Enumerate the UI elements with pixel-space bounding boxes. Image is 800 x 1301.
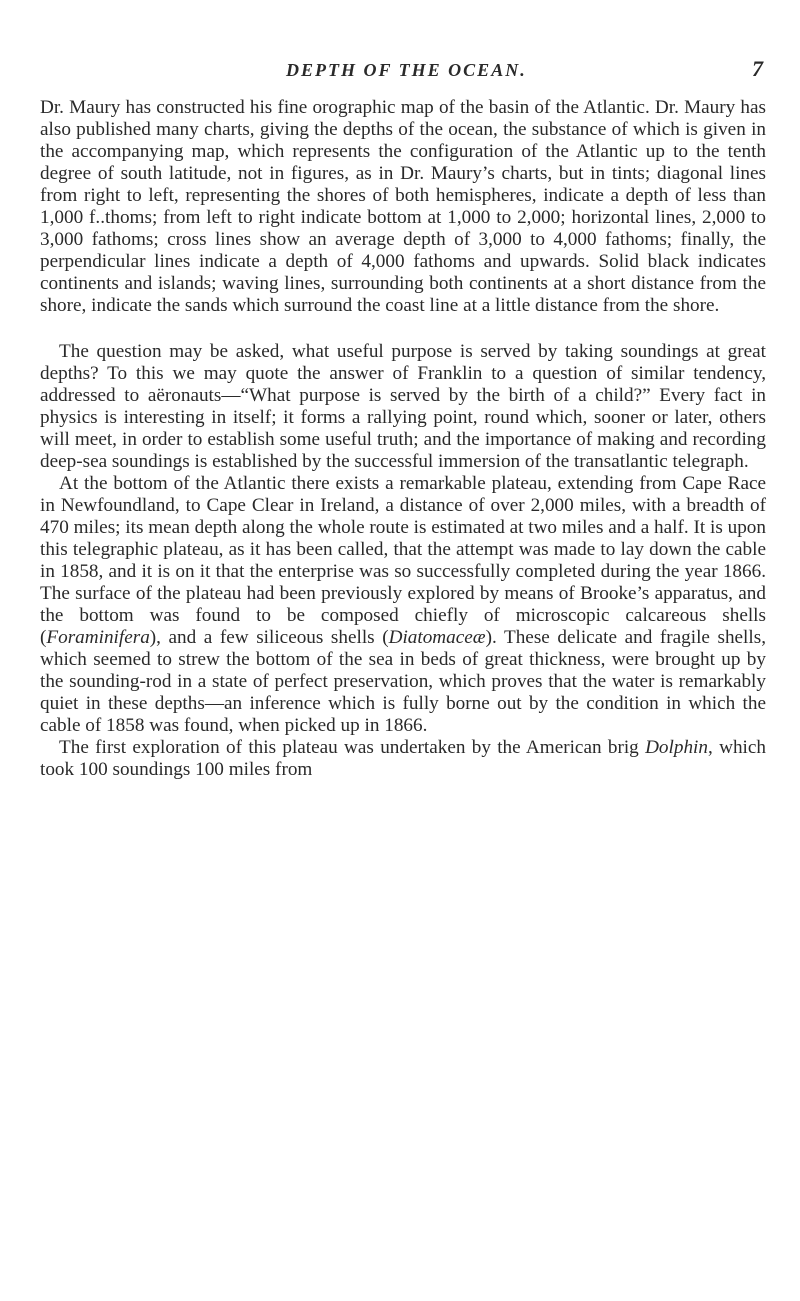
text-run: ). These delicate and fragile shells, which seemed to strew the bottom of the sea in beds of great thickness, were brought up by the sounding-rod in a state of perfect preservation, which proves that the water is remarkably quiet in these depths—an inference which is fully borne out by the condition in which the cable of 1858 was found, when picked up in 1866. bbox=[40, 627, 766, 736]
text-run: ), and a few siliceous shells ( bbox=[149, 627, 389, 648]
paragraph bbox=[40, 341, 766, 473]
page-number: 7 bbox=[752, 56, 763, 81]
text-run: At the bottom of the Atlantic there exists a remarkable plateau, extending from Cape Race in Newfoundland, to Cape Clear in Ireland, a distance of over 2,000 miles, with a breadth of 470 miles; its mean depth along the whole route is estimated at two miles and a half. It is upon this telegraphic plateau, as it has been called, that the attempt was made to lay down the cable in 1858, and it is on it that the enterprise was so successfully completed during the year 1866. The surface of the plateau had been previously explored by means of Brooke’s apparatus, and the bottom was found to be composed chiefly of microscopic calcareous shells ( bbox=[40, 473, 766, 648]
paragraph bbox=[40, 737, 766, 781]
body-text bbox=[40, 97, 766, 781]
italic-term: Diatomaceæ bbox=[388, 627, 486, 648]
ship-name: Dolphin bbox=[645, 737, 708, 758]
running-head bbox=[0, 56, 800, 86]
running-title: DEPTH OF THE OCEAN. bbox=[286, 60, 527, 80]
paragraph bbox=[40, 473, 766, 737]
text-run: The question may be asked, what useful purpose is served by taking soundings at great depths? To this we may quote the answer of Franklin to a question of similar tendency, addressed to aëronauts—“What purpose is served by the birth of a child?” Every fact in physics is interesting in itself; it forms a rallying point, round which, sooner or later, others will meet, in order to establish some useful truth; and the importance of making and recording deep-sea soundings is established by the successful immersion of the transatlantic telegraph. bbox=[40, 341, 766, 472]
paragraph bbox=[40, 97, 766, 317]
italic-term: Foraminifera bbox=[46, 627, 150, 648]
text-run: The first exploration of this plateau was undertaken by the American brig bbox=[59, 737, 646, 758]
text-run: , which took 100 soundings 100 miles from bbox=[40, 737, 766, 780]
text-run: Dr. Maury has constructed his fine orographic map of the basin of the Atlantic. Dr. Maury has also published many charts, giving the depths of the ocean, the substance of which is given in the accompanying map, which represents the configuration of the Atlantic up to the tenth degree of south latitude, not in figures, as in Dr. Maury’s charts, but in tints; diagonal lines from right to left, representing the shores of both hemispheres, indicate a depth of less than 1,000 f..thoms; from left to right indicate bottom at 1,000 to 2,000; horizontal lines, 2,000 to 3,000 fathoms; cross lines show an average depth of 3,000 to 4,000 fathoms; finally, the perpendicular lines indicate a depth of 4,000 fathoms and upwards. Solid black indicates continents and islands; waving lines, surrounding both continents at a short distance from the shore, indicate the sands which surround the coast line at a little distance from the shore. bbox=[40, 97, 766, 316]
